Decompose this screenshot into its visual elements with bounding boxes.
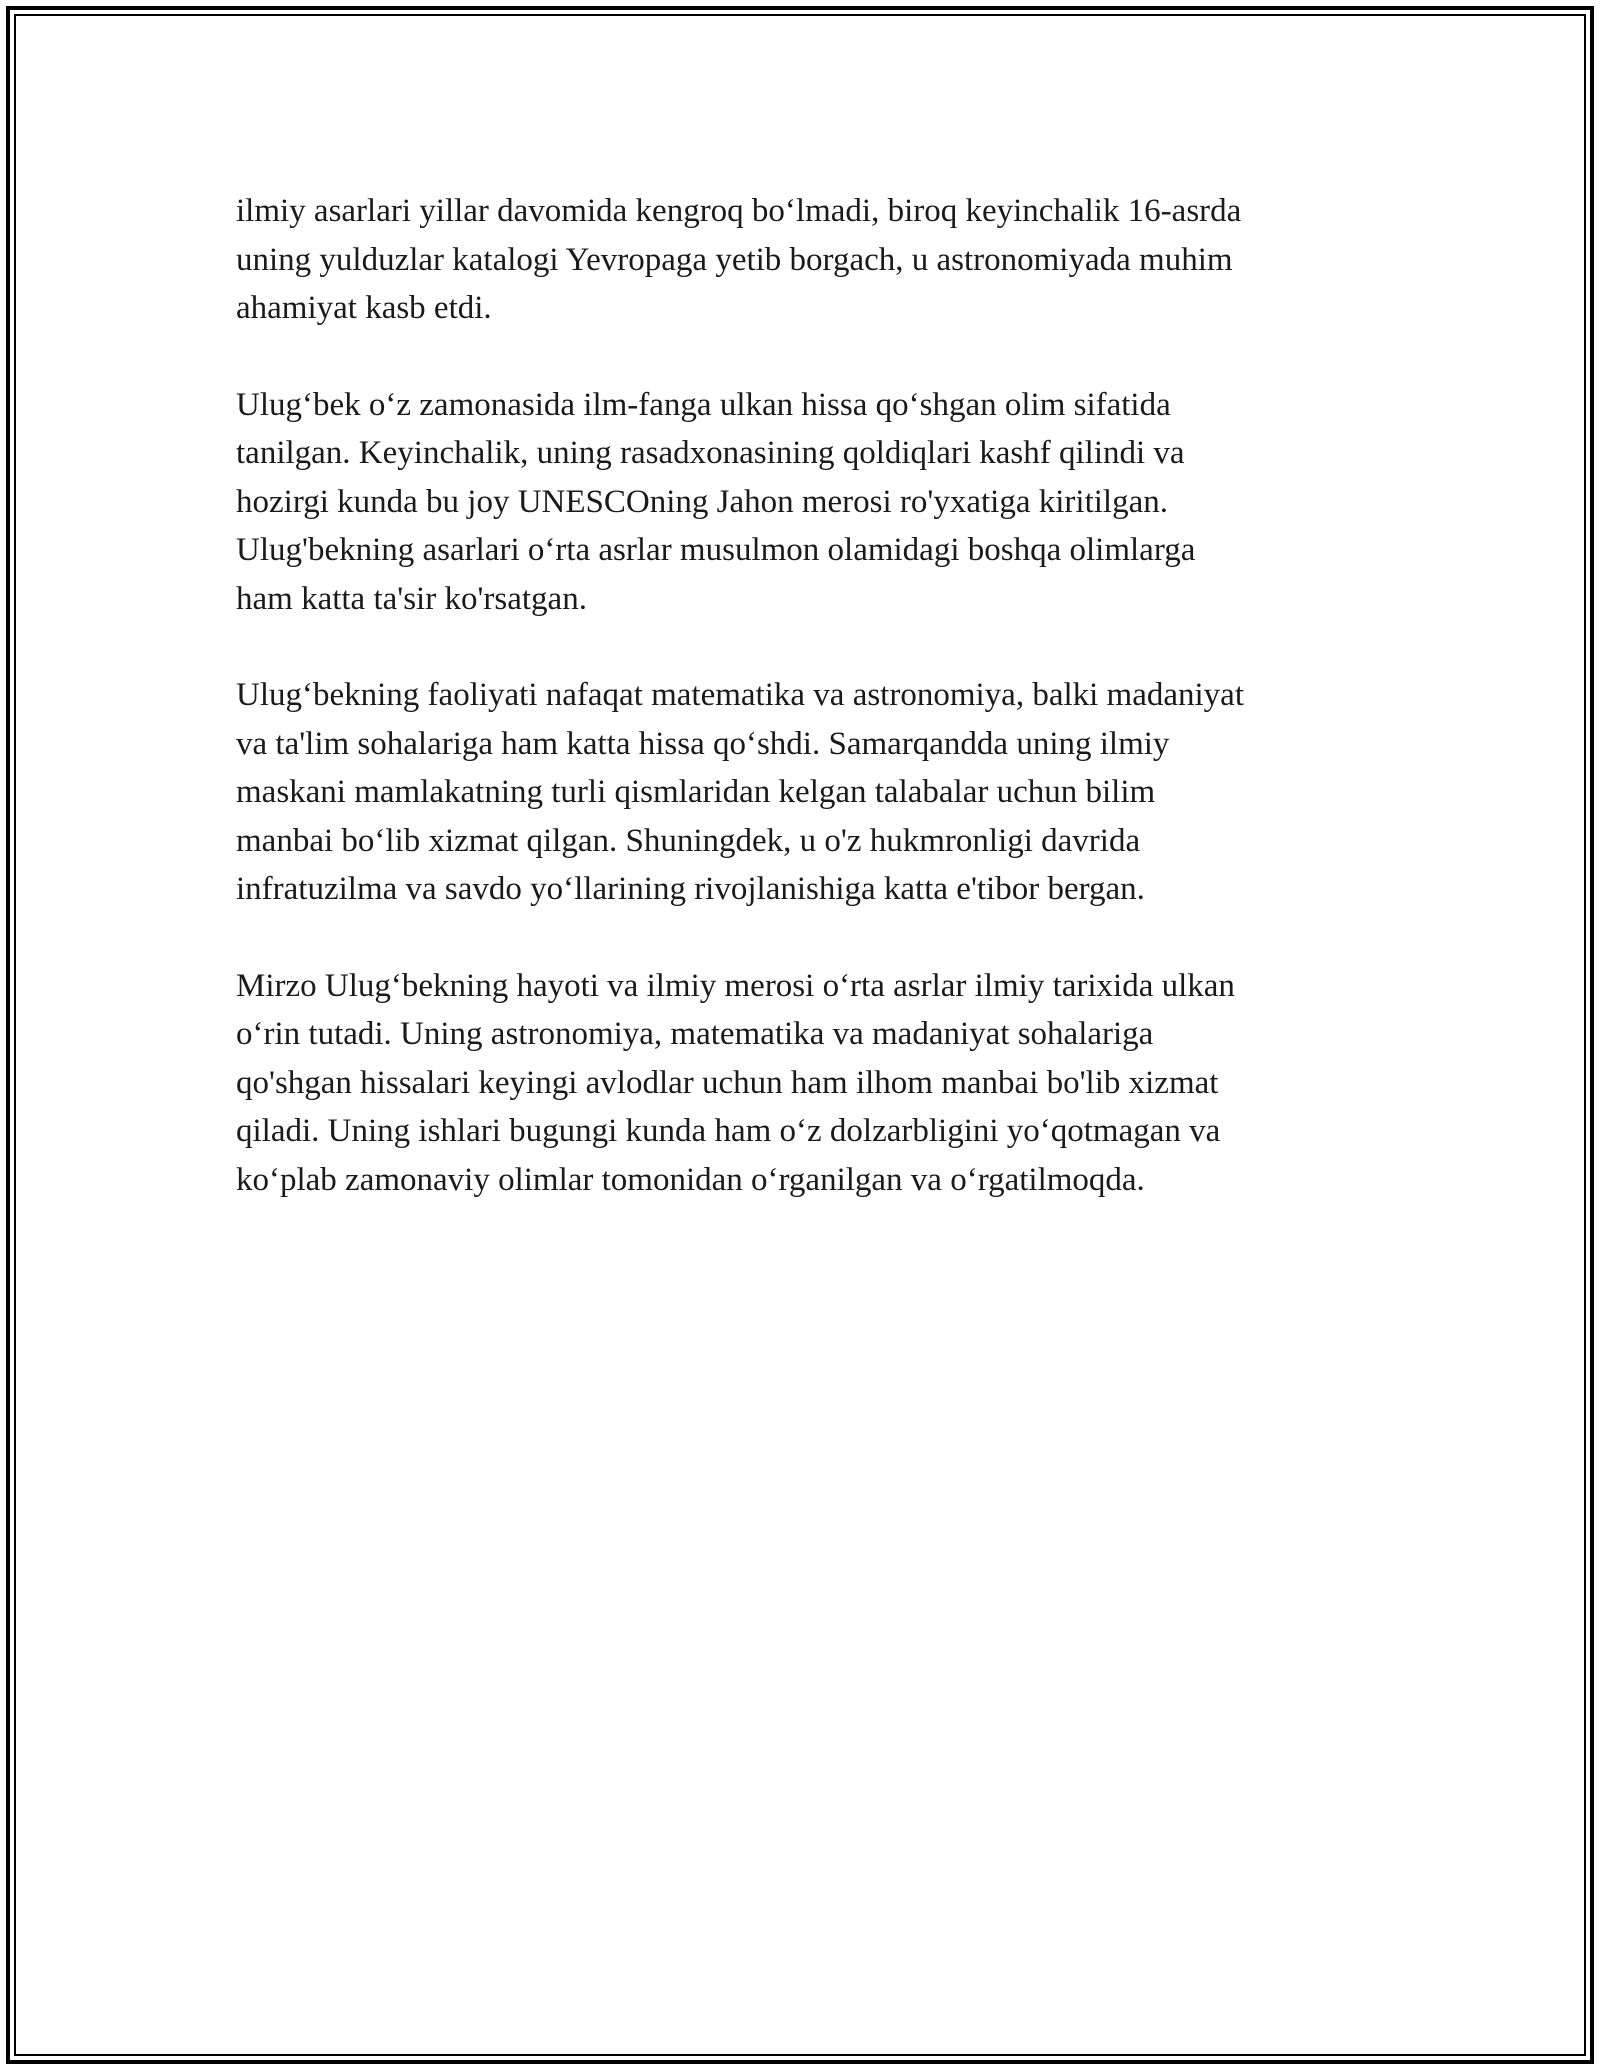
text-line: hozirgi kunda bu joy UNESCOning Jahon merosi ro'yxatiga kiritilgan. [236, 483, 1168, 520]
text-line: Ulug'bekning asarlari o‘rta asrlar musulmon olamidagi boshqa olimlarga [236, 532, 1196, 568]
text-line: tanilgan. Keyinchalik, uning rasadxonasining qoldiqlari kashf qilindi va [236, 435, 1185, 471]
text-line: maskani mamlakatning turli qismlaridan kelgan talabalar uchun bilim [236, 774, 1156, 810]
text-line: ham katta ta'sir ko'rsatgan. [236, 580, 587, 617]
text-line: Mirzo Ulug‘bekning hayoti va ilmiy merosi o‘rta asrlar ilmiy tarixida ulkan [236, 967, 1235, 1004]
text-line: va ta'lim sohalariga ham katta hissa qo‘shdi. Samarqandda uning ilmiy [236, 725, 1170, 762]
text-line: manbai bo‘lib xizmat qilgan. Shuningdek, u o'z hukmronligi davrida [236, 822, 1141, 859]
paragraph-2 [236, 381, 1376, 624]
text-line: ilmiy asarlari yillar davomida kengroq bo‘lmadi, biroq keyinchalik 16-asrda [236, 193, 1242, 229]
text-line: infratuzilma va savdo yo‘llarining rivojlanishiga katta e'tibor bergan. [236, 871, 1145, 907]
text-line: Ulug‘bek o‘z zamonasida ilm-fanga ulkan hissa qo‘shgan olim sifatida [236, 386, 1171, 423]
document-body [236, 187, 1376, 1252]
paragraph-3 [236, 671, 1376, 914]
paragraph-1 [236, 187, 1376, 333]
text-line: Ulug‘bekning faoliyati nafaqat matematika va astronomiya, balki madaniyat [236, 677, 1244, 713]
text-line: uning yulduzlar katalogi Yevropaga yetib borgach, u astronomiyada muhim [236, 241, 1233, 278]
text-line: ko‘plab zamonaviy olimlar tomonidan o‘rganilgan va o‘rgatilmoqda. [236, 1161, 1145, 1198]
text-line: ahamiyat kasb etdi. [236, 290, 492, 326]
text-line: o‘rin tutadi. Uning astronomiya, matematika va madaniyat sohalariga [236, 1016, 1154, 1052]
paragraph-4 [236, 962, 1376, 1205]
text-line: qiladi. Uning ishlari bugungi kunda ham o‘z dolzarbligini yo‘qotmagan va [236, 1113, 1221, 1149]
text-line: qo'shgan hissalari keyingi avlodlar uchun ham ilhom manbai bo'lib xizmat [236, 1064, 1219, 1101]
